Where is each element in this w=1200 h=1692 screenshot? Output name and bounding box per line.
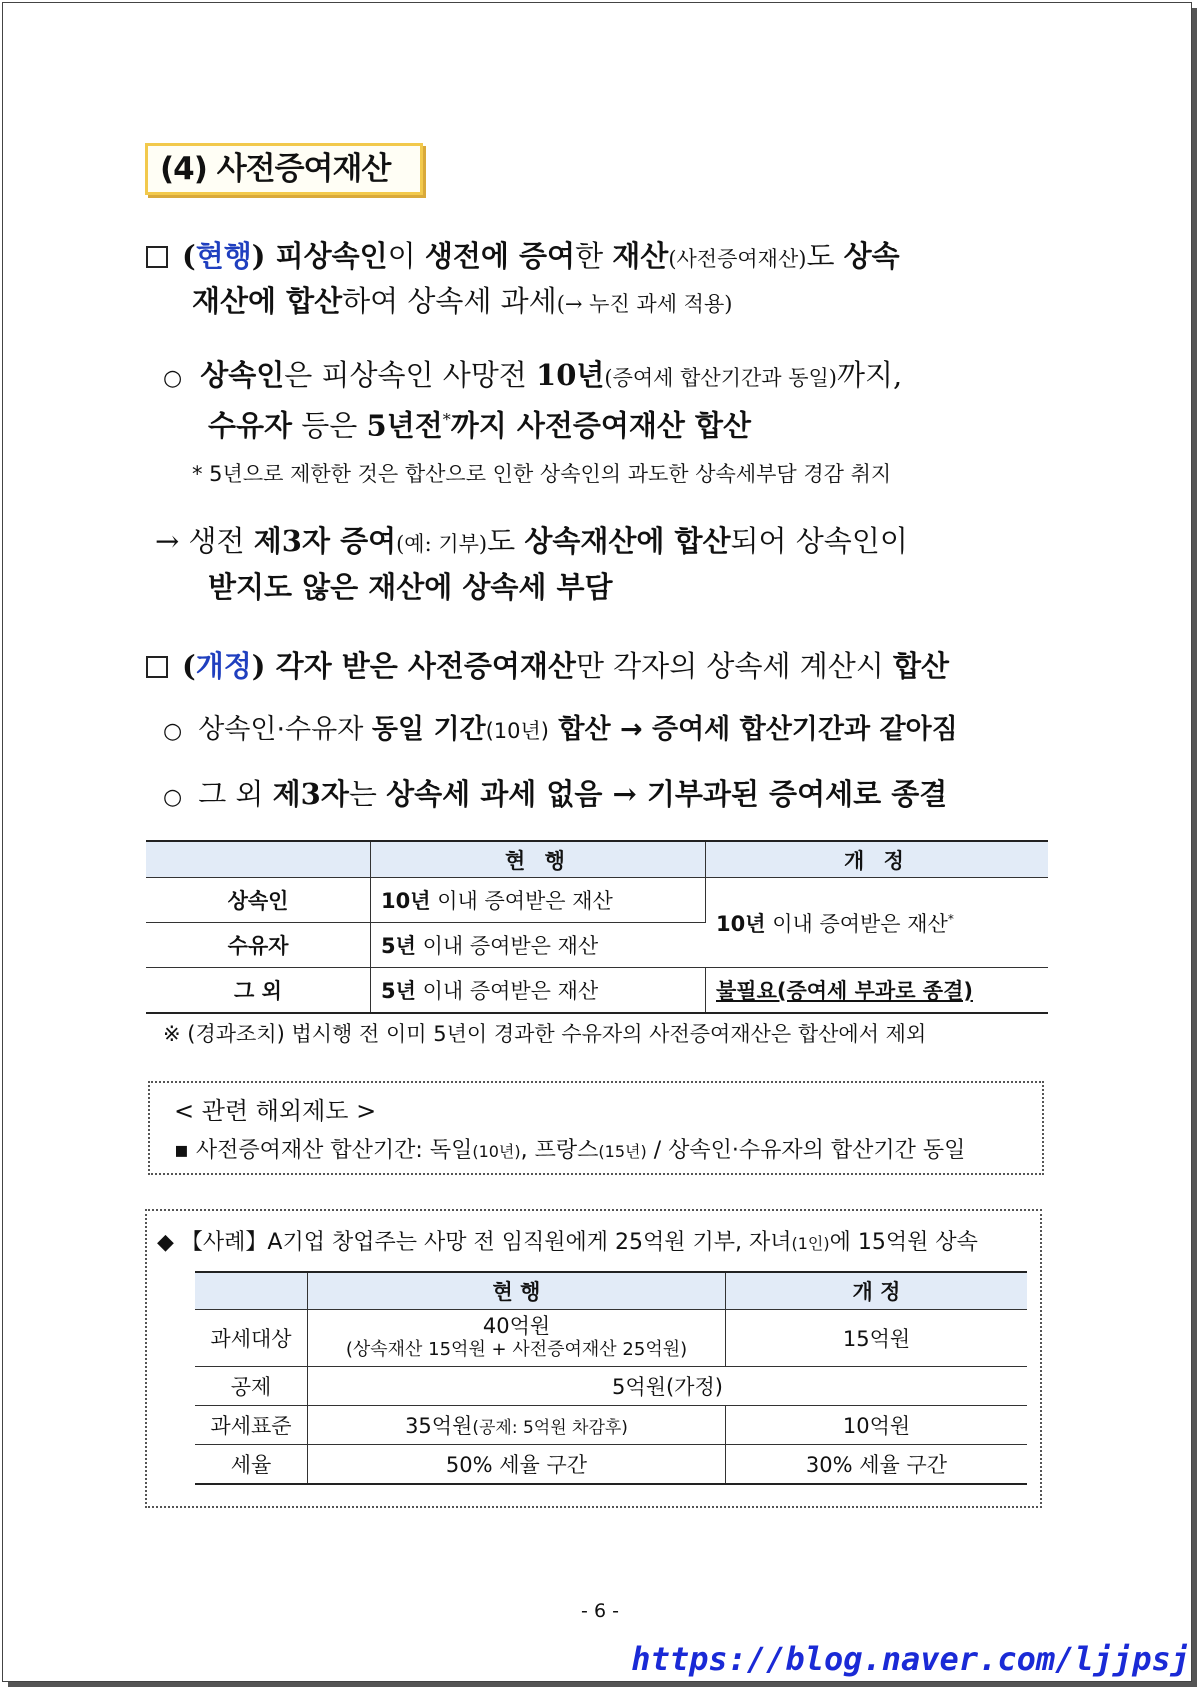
text-bold: 재산에 합산 bbox=[192, 284, 343, 318]
footnote-star: * bbox=[947, 911, 954, 926]
page-number: - 6 - bbox=[581, 1600, 619, 1622]
text-bold: 합산 bbox=[892, 649, 949, 683]
text-bold: 10년 bbox=[716, 911, 766, 936]
row-label: 세율 bbox=[195, 1445, 308, 1485]
text: 하여 상속세 과세 bbox=[342, 284, 557, 318]
text-bold: 10년 bbox=[536, 358, 605, 392]
text: 까지, bbox=[837, 358, 903, 392]
text: 이내 증여받은 재산 bbox=[765, 911, 948, 936]
table-row bbox=[195, 1367, 1027, 1406]
arrow-line-1 bbox=[155, 518, 908, 567]
text-bold: 수유자 bbox=[208, 408, 293, 443]
text-bold: 재산 bbox=[612, 239, 669, 273]
case-box bbox=[145, 1209, 1042, 1508]
foreign-title: < 관련 해외제도 > bbox=[174, 1097, 377, 1125]
checkbox-square-icon bbox=[146, 246, 168, 268]
circle-bullet-icon: ○ bbox=[163, 366, 183, 391]
bullet3-line bbox=[163, 771, 947, 821]
text-bold: 피상속인 bbox=[275, 239, 388, 273]
current-line-1: (현행) 피상속인이 생전에 증여한 재산(사전증여재산)도 상속 bbox=[146, 233, 900, 282]
text: 은 피상속인 사망전 bbox=[284, 358, 537, 392]
text-bold: 받지도 않은 재산에 상속세 부담 bbox=[208, 570, 613, 604]
row-current bbox=[371, 968, 706, 1014]
text-bold: 상속 bbox=[843, 239, 900, 273]
text-bold: 생전에 증여 bbox=[424, 239, 576, 273]
case-header-revised: 개 정 bbox=[726, 1272, 1028, 1310]
revised-label: 개정 bbox=[195, 649, 252, 683]
text-small: (10년) bbox=[485, 719, 550, 743]
circle-bullet-icon: ○ bbox=[163, 785, 183, 810]
text: / 상속인·수유자의 합산기간 동일 bbox=[646, 1138, 966, 1163]
text: 한 bbox=[575, 239, 613, 273]
text: 이내 증여받은 재산 bbox=[430, 889, 613, 913]
text: 40억원 bbox=[482, 1314, 551, 1338]
table-header-empty bbox=[146, 841, 371, 878]
text-bold: 동일 기간 bbox=[371, 714, 486, 745]
text: ◆ 【사례】A기업 창업주는 사망 전 임직원에게 25억원 기부, 자녀 bbox=[157, 1230, 792, 1255]
text-bold: 제3자 증여 bbox=[253, 524, 397, 558]
circle-bullet-icon: ○ bbox=[163, 719, 183, 744]
row-revised: 15억원 bbox=[726, 1310, 1028, 1367]
text: 도 bbox=[487, 524, 525, 558]
text-small: (10년) bbox=[472, 1142, 521, 1161]
table-row bbox=[195, 1310, 1027, 1367]
bullet1-line-2 bbox=[208, 397, 751, 449]
text-bold: 5년 bbox=[381, 979, 416, 1003]
text: 그 외 bbox=[198, 777, 273, 811]
text: ▪ 사전증여재산 합산기간: 독일 bbox=[174, 1138, 473, 1163]
row-current bbox=[371, 923, 706, 968]
text: 35억원 bbox=[405, 1414, 473, 1438]
text-bold: 5년 bbox=[381, 934, 416, 958]
row-label: 수유자 bbox=[146, 923, 371, 968]
text-small: (상속재산 15억원 + 사전증여재산 25억원) bbox=[345, 1339, 688, 1360]
case-header-current: 현 행 bbox=[308, 1272, 726, 1310]
text: 이 bbox=[387, 239, 425, 273]
text-small: (예: 기부) bbox=[396, 532, 488, 556]
text-small: (공제: 5억원 차감후) bbox=[472, 1418, 628, 1438]
text-bold: 제3자 bbox=[272, 777, 349, 811]
row-current: 50% 세율 구간 bbox=[308, 1445, 726, 1485]
text-small: (1인) bbox=[791, 1234, 830, 1253]
text: → 생전 bbox=[155, 524, 254, 558]
text-bold: 상속세 과세 없음 → 기부과된 증여세로 종결 bbox=[386, 777, 948, 811]
arrow-line-2 bbox=[208, 564, 613, 610]
revised-line: (개정) 각자 받은 사전증여재산만 각자의 상속세 계산시 합산 bbox=[146, 643, 949, 689]
text-bold: 각자 받은 사전증여재산 bbox=[275, 649, 576, 683]
table-header-revised: 개 정 bbox=[706, 841, 1049, 878]
text: 되어 상속인이 bbox=[730, 524, 908, 558]
text: 등은 bbox=[292, 408, 367, 443]
case-heading bbox=[157, 1225, 978, 1256]
row-revised: 10억원 bbox=[726, 1406, 1028, 1445]
row-label: 과세표준 bbox=[195, 1406, 308, 1445]
section-title: (4) 사전증여재산 bbox=[145, 143, 423, 195]
bullet2-line bbox=[163, 707, 958, 755]
row-label: 과세대상 bbox=[195, 1310, 308, 1367]
bullet1-line-1 bbox=[163, 352, 902, 402]
foreign-systems-box bbox=[148, 1081, 1044, 1175]
row-revised: 30% 세율 구간 bbox=[726, 1445, 1028, 1485]
comparison-table bbox=[146, 840, 1048, 1014]
text-small: (사전증여재산) bbox=[668, 247, 807, 271]
footnote-star: * bbox=[442, 410, 451, 429]
row-label: 공제 bbox=[195, 1367, 308, 1406]
text-bold-underlined: 불필요(증여세 부과로 종결) bbox=[716, 979, 973, 1003]
transition-note: ※ (경과조치) 법시행 전 이미 5년이 경과한 수유자의 사전증여재산은 합산에서 제외 bbox=[163, 1022, 927, 1046]
text-bold: 상속재산에 합산 bbox=[524, 524, 731, 558]
row-current bbox=[308, 1406, 726, 1445]
bullet1-footnote: * 5년으로 제한한 것은 합산으로 인한 상속인의 과도한 상속세부담 경감 취지 bbox=[192, 462, 892, 486]
text: 도 bbox=[806, 239, 844, 273]
current-line-2 bbox=[192, 278, 732, 327]
row-revised bbox=[706, 968, 1049, 1014]
text-small: (15년) bbox=[598, 1142, 647, 1161]
table-row bbox=[195, 1406, 1027, 1445]
text-bold: 10년 bbox=[381, 889, 431, 913]
row-revised-merged bbox=[706, 878, 1049, 968]
row-label: 그 외 bbox=[146, 968, 371, 1014]
foreign-item bbox=[174, 1133, 965, 1164]
text-bold: 상속인 bbox=[200, 358, 285, 392]
row-merged: 5억원(가정) bbox=[308, 1367, 1028, 1406]
case-table bbox=[195, 1271, 1027, 1485]
page-shadow-bottom bbox=[8, 1682, 1197, 1687]
text: 는 bbox=[348, 777, 387, 811]
text-small: (증여세 합산기간과 동일) bbox=[604, 366, 838, 390]
case-header-empty bbox=[195, 1272, 308, 1310]
text: , 프랑스 bbox=[520, 1138, 599, 1163]
row-current bbox=[371, 878, 706, 923]
text: 이내 증여받은 재산 bbox=[415, 934, 599, 958]
row-current bbox=[308, 1310, 726, 1367]
table-row bbox=[146, 968, 1048, 1014]
text: 에 15억원 상속 bbox=[829, 1230, 978, 1255]
text-bold: 5년전 bbox=[366, 408, 443, 443]
current-label: 현행 bbox=[195, 239, 252, 273]
page-shadow-right bbox=[1192, 8, 1197, 1686]
row-label: 상속인 bbox=[146, 878, 371, 923]
table-header-current: 현 행 bbox=[371, 841, 706, 878]
text: 이내 증여받은 재산 bbox=[415, 979, 599, 1003]
table-row bbox=[195, 1445, 1027, 1485]
table-row bbox=[146, 878, 1048, 923]
text-small: (→ 누진 과세 적용) bbox=[556, 292, 733, 316]
text: 만 각자의 상속세 계산시 bbox=[575, 649, 893, 683]
text-bold: 합산 → 증여세 합산기간과 같아짐 bbox=[549, 714, 958, 745]
watermark-url[interactable]: https://blog.naver.com/ljjpsj bbox=[631, 1640, 1190, 1678]
text: 상속인·수유자 bbox=[198, 714, 372, 745]
text-bold: 까지 사전증여재산 합산 bbox=[450, 408, 752, 443]
checkbox-square-icon bbox=[146, 656, 168, 678]
